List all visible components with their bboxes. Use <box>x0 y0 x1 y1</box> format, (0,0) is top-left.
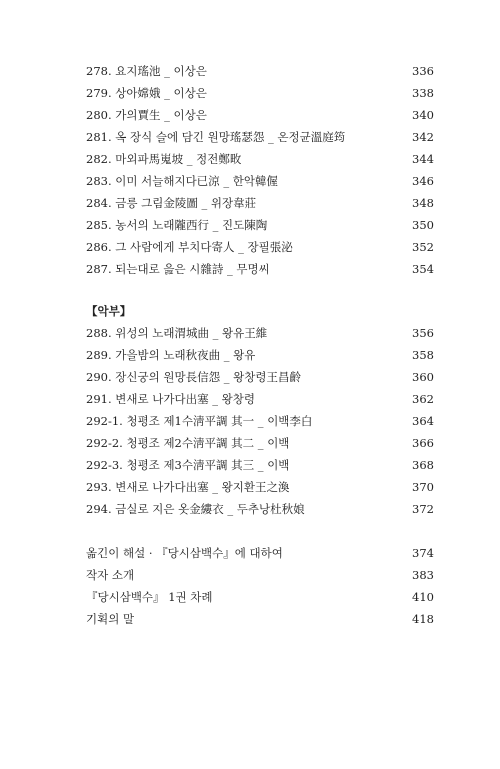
entry-page: 360 <box>412 370 434 384</box>
entry-page: 410 <box>412 590 434 604</box>
entry-page: 342 <box>412 130 434 144</box>
entry-page: 383 <box>412 568 434 582</box>
entry-page: 418 <box>412 612 434 626</box>
entry-title: 291. 변새로 나가다出塞 _ 왕창령 <box>86 392 255 406</box>
toc-entry <box>86 454 434 476</box>
toc-entry <box>86 410 434 432</box>
entry-title: 287. 되는대로 읊은 시雜詩 _ 무명씨 <box>86 262 270 276</box>
entry-title: 282. 마외파馬嵬坡 _ 정전鄭畋 <box>86 152 242 166</box>
entry-title: 『당시삼백수』 1권 차례 <box>86 590 213 604</box>
toc-group-poems <box>86 60 434 280</box>
entry-page: 374 <box>412 546 434 560</box>
section-spacer <box>86 520 434 542</box>
toc-entry <box>86 388 434 410</box>
entry-page: 354 <box>412 262 434 276</box>
entry-page: 344 <box>412 152 434 166</box>
entry-page: 362 <box>412 392 434 406</box>
entry-title: 284. 금릉 그림金陵圖 _ 위장韋莊 <box>86 196 257 210</box>
toc-entry <box>86 476 434 498</box>
entry-title: 283. 이미 서늘해지다已涼 _ 한악韓偓 <box>86 174 278 188</box>
toc-entry <box>86 564 434 586</box>
entry-title: 작자 소개 <box>86 568 135 582</box>
entry-page: 338 <box>412 86 434 100</box>
toc-group-yuefu <box>86 322 434 520</box>
entry-title: 293. 변새로 나가다出塞 _ 왕지환王之渙 <box>86 480 290 494</box>
toc-entry <box>86 586 434 608</box>
toc-entry <box>86 148 434 170</box>
toc-entry <box>86 432 434 454</box>
entry-title: 280. 가의賈生 _ 이상은 <box>86 108 207 122</box>
section-heading-yuefu: 【악부】 <box>86 304 132 318</box>
toc-entry <box>86 344 434 366</box>
toc-entry <box>86 104 434 126</box>
toc-entry <box>86 498 434 520</box>
entry-page: 366 <box>412 436 434 450</box>
entry-title: 279. 상아嫦娥 _ 이상은 <box>86 86 207 100</box>
entry-title: 292-3. 청평조 제3수淸平調 其三 _ 이백 <box>86 458 290 472</box>
entry-title: 292-2. 청평조 제2수淸平調 其二 _ 이백 <box>86 436 290 450</box>
entry-title: 281. 옥 장식 슬에 담긴 원망瑤瑟怨 _ 온정균溫庭筠 <box>86 130 346 144</box>
entry-title: 289. 가을밤의 노래秋夜曲 _ 왕유 <box>86 348 256 362</box>
entry-title: 290. 장신궁의 원망長信怨 _ 왕창령王昌齡 <box>86 370 301 384</box>
toc-entry <box>86 542 434 564</box>
entry-page: 356 <box>412 326 434 340</box>
toc-entry <box>86 82 434 104</box>
toc-entry <box>86 608 434 630</box>
entry-page: 370 <box>412 480 434 494</box>
toc-entry <box>86 126 434 148</box>
toc-entry <box>86 236 434 258</box>
entry-page: 352 <box>412 240 434 254</box>
entry-title: 옮긴이 해설 · 『당시삼백수』에 대하여 <box>86 546 283 560</box>
entry-title: 292-1. 청평조 제1수淸平調 其一 _ 이백李白 <box>86 414 313 428</box>
entry-title: 기획의 말 <box>86 612 135 626</box>
entry-page: 358 <box>412 348 434 362</box>
toc-entry <box>86 214 434 236</box>
entry-page: 364 <box>412 414 434 428</box>
toc-entry <box>86 192 434 214</box>
entry-page: 336 <box>412 64 434 78</box>
toc-entry <box>86 60 434 82</box>
entry-page: 350 <box>412 218 434 232</box>
entry-page: 348 <box>412 196 434 210</box>
toc-entry <box>86 366 434 388</box>
entry-page: 368 <box>412 458 434 472</box>
entry-title: 288. 위성의 노래渭城曲 _ 왕유王維 <box>86 326 268 340</box>
entry-title: 286. 그 사람에게 부치다寄人 _ 장필張泌 <box>86 240 293 254</box>
entry-page: 346 <box>412 174 434 188</box>
entry-title: 278. 요지瑤池 _ 이상은 <box>86 64 207 78</box>
toc-entry <box>86 170 434 192</box>
toc-entry <box>86 322 434 344</box>
toc-entry <box>86 258 434 280</box>
entry-page: 372 <box>412 502 434 516</box>
table-of-contents <box>86 60 434 630</box>
entry-page: 340 <box>412 108 434 122</box>
entry-title: 294. 금실로 지은 옷金縷衣 _ 두추낭杜秋娘 <box>86 502 305 516</box>
entry-title: 285. 농서의 노래隴西行 _ 진도陳陶 <box>86 218 268 232</box>
toc-group-back-matter <box>86 542 434 630</box>
